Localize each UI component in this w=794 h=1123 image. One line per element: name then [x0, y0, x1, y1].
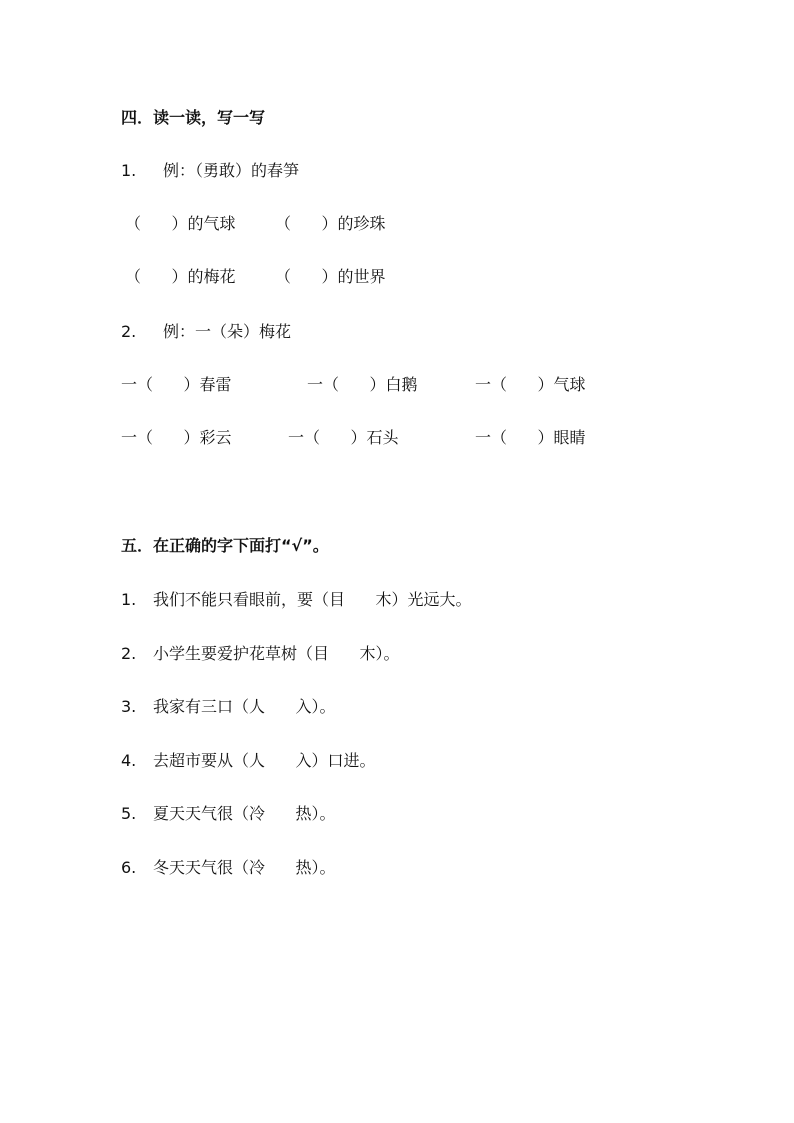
list-item: [0, 858, 336, 878]
section-4-item-2-example: [0, 322, 292, 342]
section-4-heading: [0, 108, 266, 128]
example-text: 例：一（朵）梅花: [163, 322, 292, 341]
fill-blank-cell: （ ）的珍珠: [275, 214, 386, 233]
section-5-heading: [0, 536, 329, 556]
list-item: [0, 751, 376, 771]
fill-blank-cell: 一（ ）气球: [475, 375, 586, 394]
section-4-item-2-row-1: [0, 375, 586, 395]
section-4-item-1-row-1: [0, 214, 386, 234]
item-number: 2.: [121, 644, 137, 663]
item-number: 2.: [121, 322, 137, 341]
item-text: 小学生要爱护花草树（目 木）。: [153, 644, 400, 663]
item-number: 3.: [121, 697, 137, 716]
item-number: 4.: [121, 751, 137, 770]
section-5-title: 五．在正确的字下面打“√”。: [121, 536, 329, 555]
item-text: 去超市要从（人 入）口进。: [153, 751, 376, 770]
item-number: 1.: [121, 161, 137, 180]
item-number: 5.: [121, 804, 137, 823]
section-4-title: 四．读一读，写一写: [121, 108, 266, 127]
item-text: 我们不能只看眼前，要（目 木）光远大。: [153, 590, 472, 609]
fill-blank-cell: （ ）的气球: [125, 214, 236, 233]
item-text: 夏天天气很（冷 热）。: [153, 804, 336, 823]
section-4-item-2-row-2: [0, 428, 586, 448]
list-item: [0, 590, 472, 610]
fill-blank-cell: （ ）的世界: [275, 267, 386, 286]
fill-blank-cell: 一（ ）彩云: [121, 428, 232, 447]
list-item: [0, 804, 336, 824]
item-text: 我家有三口（人 入）。: [153, 697, 336, 716]
list-item: [0, 697, 336, 717]
section-4-item-1-row-2: [0, 267, 386, 287]
list-item: [0, 644, 400, 664]
fill-blank-cell: 一（ ）春雷: [121, 375, 232, 394]
example-text: 例：（勇敢）的春笋: [163, 161, 300, 180]
item-number: 6.: [121, 858, 137, 877]
fill-blank-cell: 一（ ）眼睛: [475, 428, 586, 447]
item-text: 冬天天气很（冷 热）。: [153, 858, 336, 877]
item-number: 1.: [121, 590, 137, 609]
fill-blank-cell: 一（ ）白鹅: [307, 375, 418, 394]
fill-blank-cell: （ ）的梅花: [125, 267, 236, 286]
fill-blank-cell: 一（ ）石头: [288, 428, 399, 447]
section-4-item-1-example: [0, 161, 300, 181]
